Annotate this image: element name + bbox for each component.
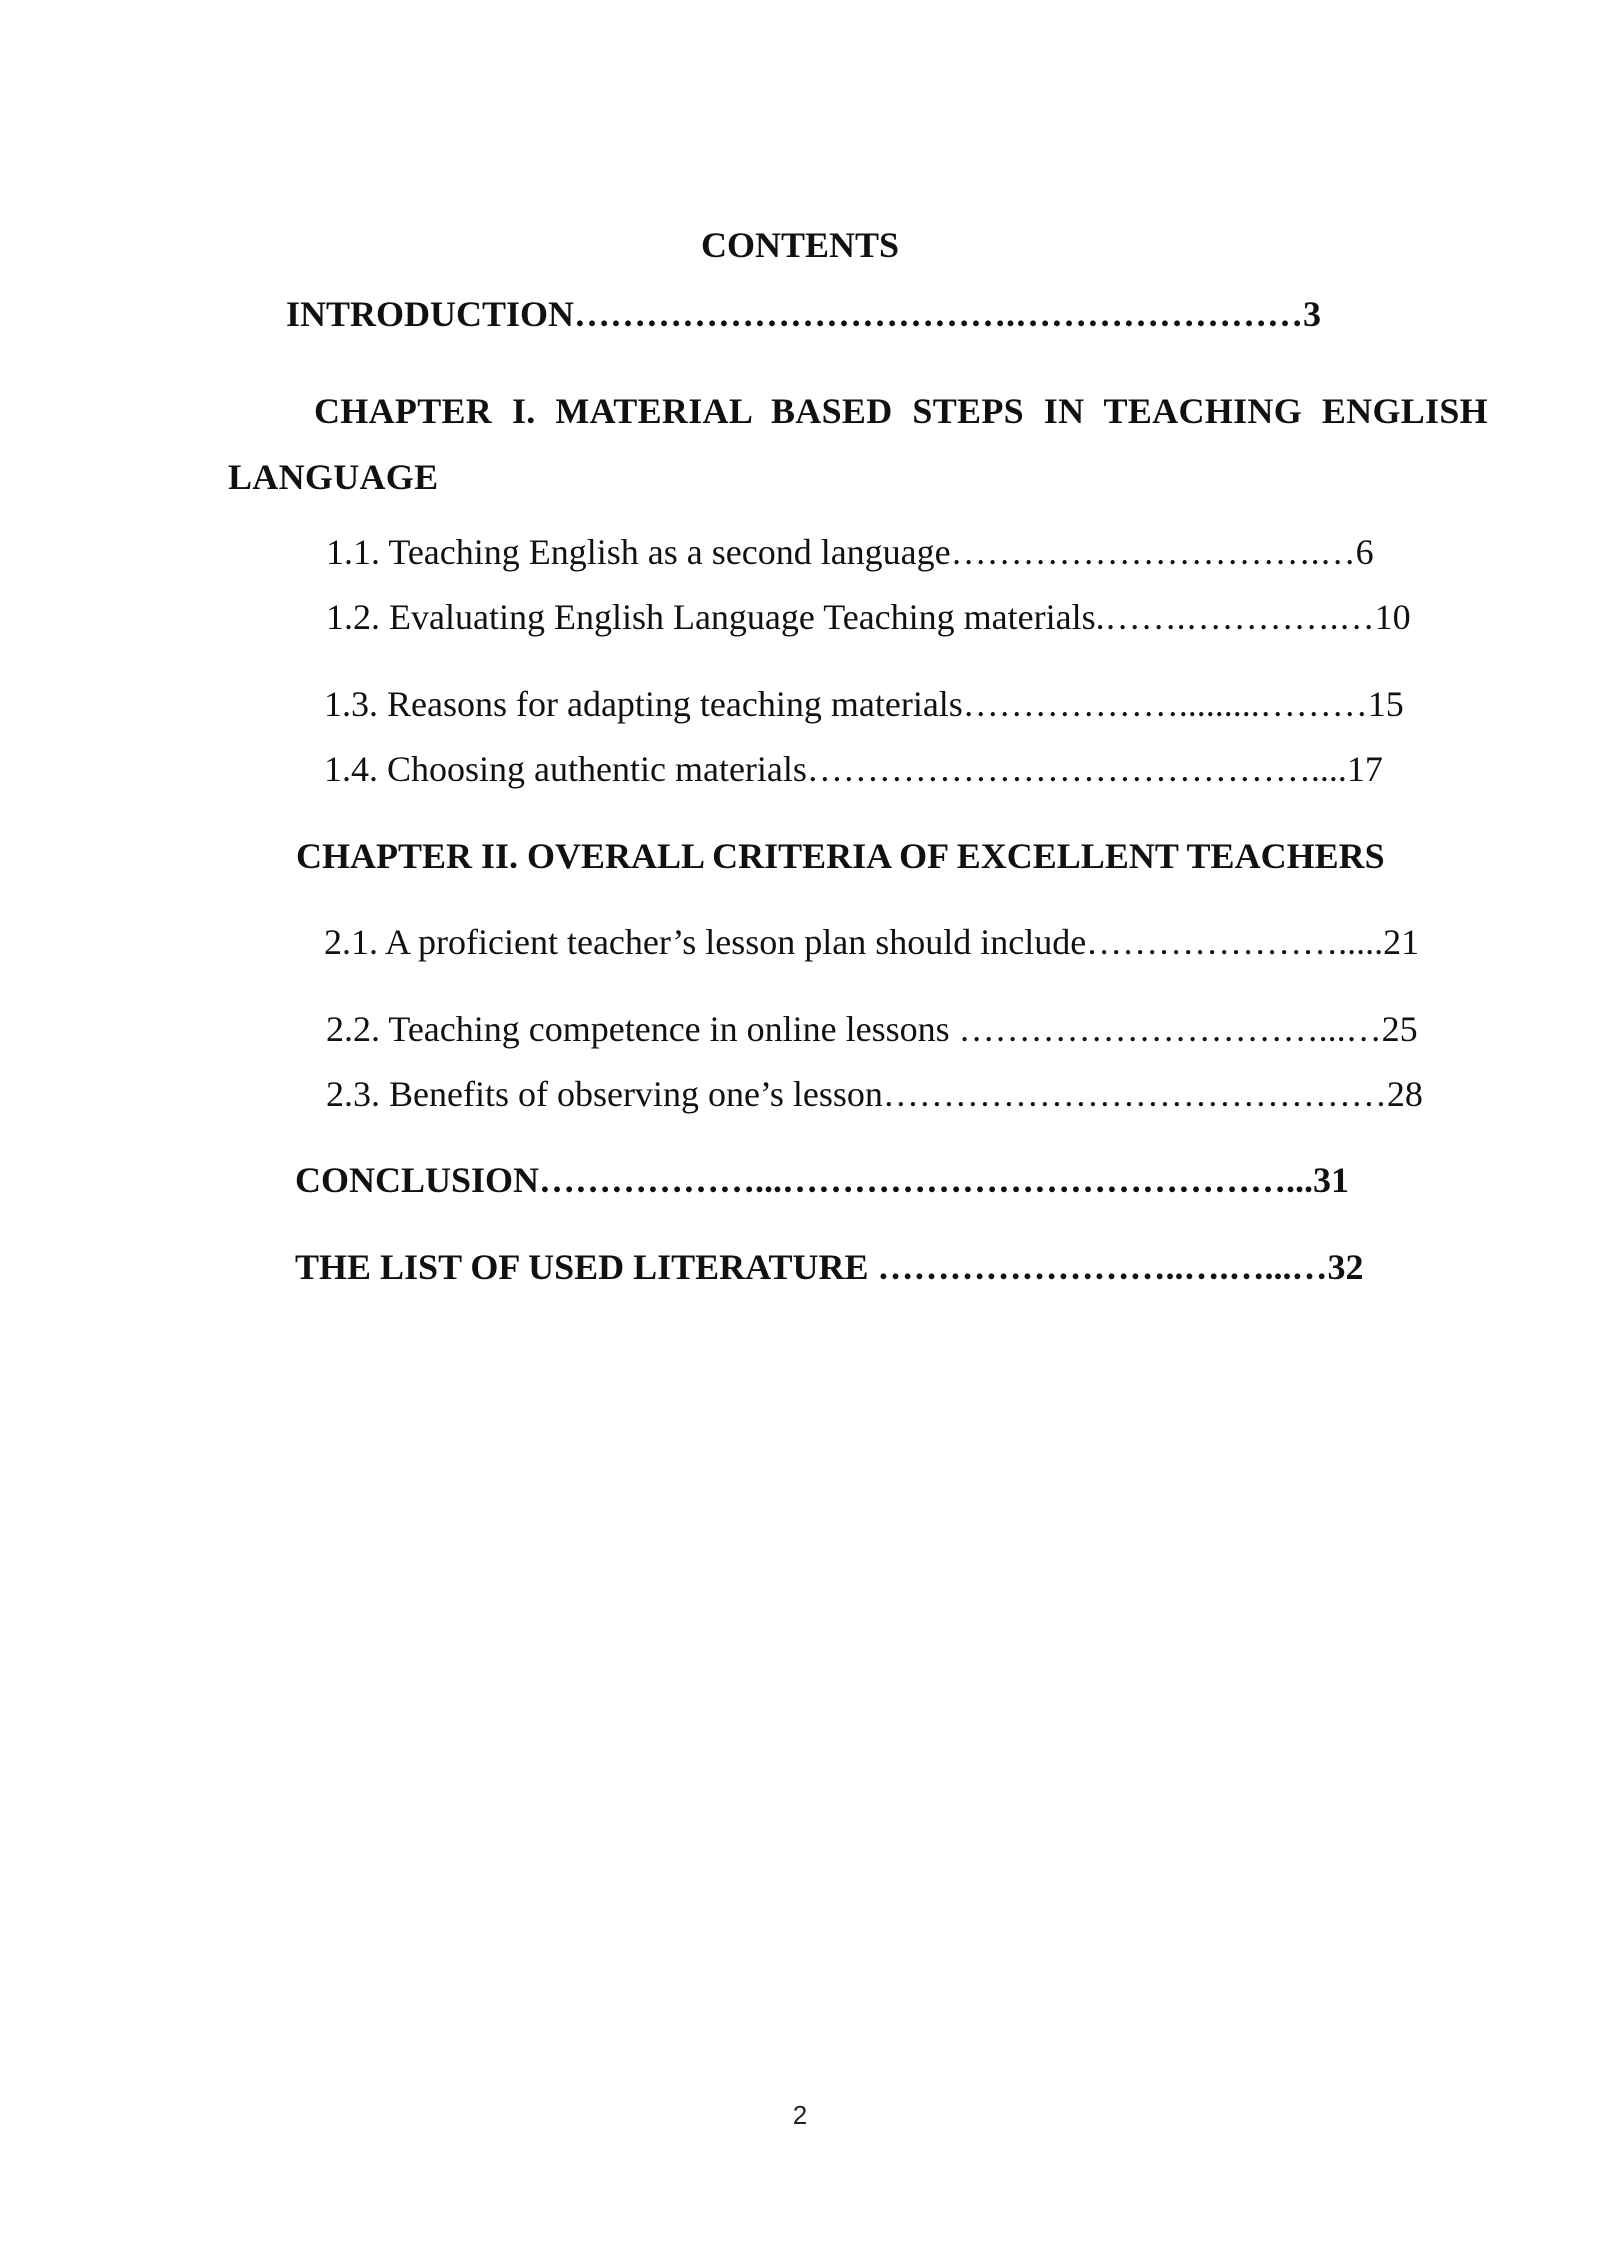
toc-entry-2-2: 2.2. Teaching competence in online lessons …………………………...…25	[326, 1009, 1418, 1049]
toc-entry-1-3: 1.3. Reasons for adapting teaching materials……………….........………15	[324, 684, 1404, 724]
toc-entry-conclusion: CONCLUSION………………...……………………………………...31	[295, 1160, 1350, 1200]
toc-entry-literature: THE LIST OF USED LITERATURE ……………………..….…...…32	[295, 1247, 1364, 1287]
toc-entry-chapter-1: CHAPTER I. MATERIAL BASED STEPS IN TEACHING ENGLISH LANGUAGE	[228, 391, 1488, 497]
toc-entry-2-1: 2.1. A proficient teacher’s lesson plan should include………………….....21	[324, 922, 1420, 962]
toc-entry-1-1: 1.1. Teaching English as a second language………………………….…6	[326, 532, 1374, 572]
contents-title: CONTENTS	[700, 225, 900, 265]
page-number: 2	[792, 2100, 808, 2130]
toc-entry-1-4: 1.4. Choosing authentic materials……………………………………....17	[324, 749, 1383, 789]
toc-entry-chapter-2: CHAPTER II. OVERALL CRITERIA OF EXCELLENT TEACHERS	[296, 836, 1385, 876]
toc-entry-1-2: 1.2. Evaluating English Language Teaching materials.…….………….…10	[326, 597, 1411, 637]
toc-entry-2-3: 2.3. Benefits of observing one’s lesson……………………………………28	[326, 1074, 1423, 1114]
toc-entry-introduction: INTRODUCTION……………………………….……………………3	[286, 294, 1322, 334]
